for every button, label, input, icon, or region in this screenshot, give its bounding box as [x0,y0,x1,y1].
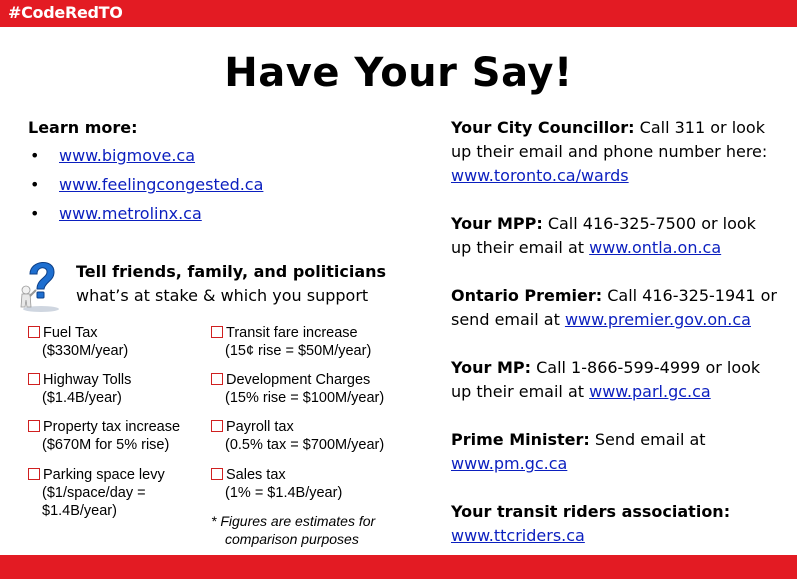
option-detail-2: $1.4B/year) [42,503,117,519]
bullet-icon: • [30,175,40,194]
option-parking-levy [28,466,165,520]
page-title: Have Your Say! [224,50,573,96]
checkbox-icon[interactable] [211,468,223,480]
option-label: Parking space levy [43,467,165,483]
option-transit-fare [211,324,371,360]
contact-text: Send email at [589,430,706,449]
option-detail: (0.5% tax = $700M/year) [225,437,385,453]
link-bigmove[interactable]: www.bigmove.ca [59,146,196,165]
contact-text-2: up their email at [451,238,590,257]
learn-more-heading: Learn more: [28,118,138,137]
checkbox-icon[interactable] [28,468,40,480]
note-line-2: comparison purposes [225,531,359,547]
contact-text: Call 416-325-7500 or look [542,214,756,233]
contact-label: Your transit riders association: [451,502,731,521]
contact-label: Your MP: [451,358,532,377]
option-detail: ($1/space/day = [42,485,146,501]
contact-mp [451,356,791,404]
tell-subheading: what’s at stake & which you support [76,286,369,305]
contact-riders-association [451,500,791,548]
checkbox-icon[interactable] [211,420,223,432]
option-detail: (15¢ rise = $50M/year) [225,343,372,359]
top-banner [0,0,797,27]
option-payroll-tax [211,418,384,454]
hashtag-label: #CodeRedTO [8,3,123,22]
checkbox-icon[interactable] [28,373,40,385]
option-development-charges [211,371,384,407]
contact-text-2: up their email and phone number here: [451,142,768,161]
link-ontla[interactable]: www.ontla.on.ca [589,238,722,257]
option-label: Development Charges [226,372,371,388]
option-label: Payroll tax [226,419,294,435]
tell-heading: Tell friends, family, and politicians [76,262,387,281]
option-detail: ($330M/year) [42,343,129,359]
option-label: Sales tax [226,467,286,483]
bullet-icon: • [30,146,40,165]
bottom-banner [0,555,797,579]
checkbox-icon[interactable] [28,326,40,338]
question-person-icon [16,254,66,312]
link-pm[interactable]: www.pm.gc.ca [451,454,568,473]
contact-text-2: send email at [451,310,565,329]
option-label: Highway Tolls [43,372,132,388]
contact-premier [451,284,791,332]
link-parl[interactable]: www.parl.gc.ca [589,382,711,401]
checkbox-icon[interactable] [28,420,40,432]
contact-text-2: up their email at [451,382,590,401]
link-toronto-wards[interactable]: www.toronto.ca/wards [451,166,629,185]
option-detail: (1% = $1.4B/year) [225,485,343,501]
option-label: Transit fare increase [226,325,358,341]
contact-prime-minister [451,428,791,476]
option-fuel-tax [28,324,128,360]
link-ttcriders[interactable]: www.ttcriders.ca [451,526,585,545]
option-detail: ($1.4B/year) [42,390,122,406]
option-detail: ($670M for 5% rise) [42,437,170,453]
note-line-1: * Figures are estimates for [211,513,376,529]
contact-text: Call 416-325-1941 or [602,286,777,305]
option-label: Property tax increase [43,419,181,435]
contact-text: Call 311 or look [634,118,765,137]
link-premier[interactable]: www.premier.gov.on.ca [564,310,751,329]
contact-label: Your City Councillor: [451,118,635,137]
estimates-note [211,512,375,548]
link-metrolinx[interactable]: www.metrolinx.ca [59,204,202,223]
checkbox-icon[interactable] [211,373,223,385]
contact-text: Call 1-866-599-4999 or look [531,358,761,377]
option-detail: (15% rise = $100M/year) [225,390,385,406]
option-sales-tax [211,466,342,502]
checkbox-icon[interactable] [211,326,223,338]
contact-label: Your MPP: [451,214,543,233]
option-property-tax [28,418,180,454]
option-label: Fuel Tax [43,325,98,341]
bullet-icon: • [30,204,40,223]
contact-label: Prime Minister: [451,430,590,449]
contact-councillor [451,116,791,188]
contact-mpp [451,212,791,260]
contact-label: Ontario Premier: [451,286,603,305]
option-highway-tolls [28,371,131,407]
link-feelingcongested[interactable]: www.feelingcongested.ca [59,175,264,194]
